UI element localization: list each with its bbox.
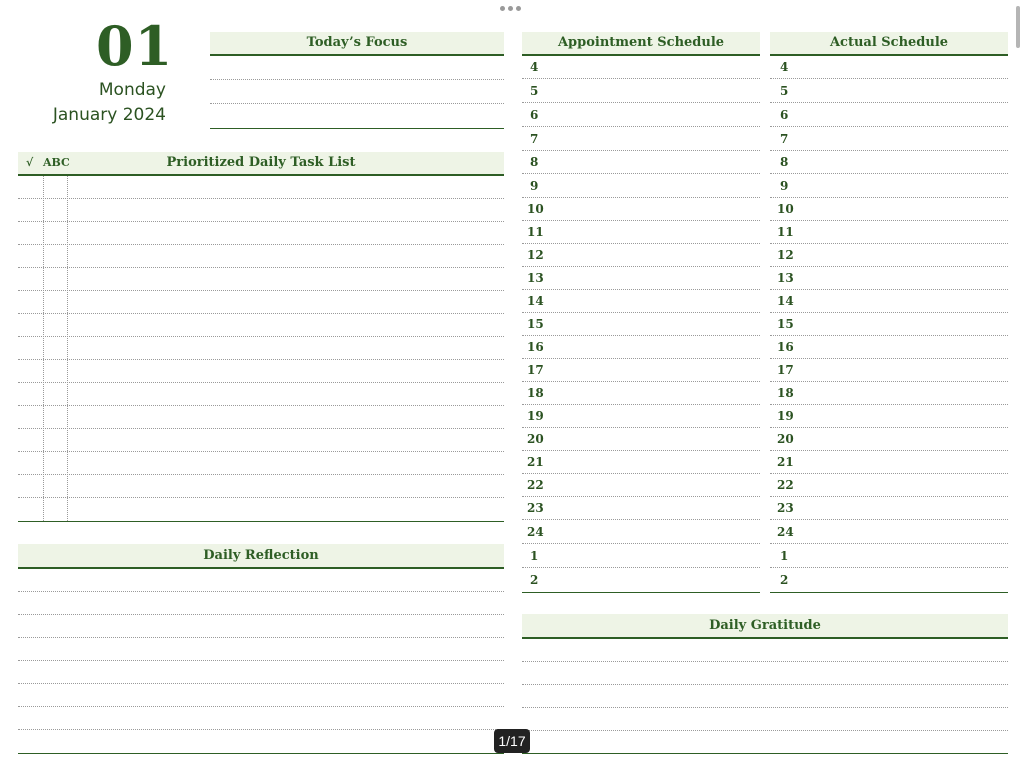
hour-label: 17 (777, 363, 794, 377)
hour-row[interactable] (522, 520, 760, 544)
hour-row[interactable] (770, 428, 1008, 451)
gratitude-line[interactable] (522, 708, 1008, 731)
hour-label: 2 (530, 573, 539, 587)
hour-label: 11 (527, 225, 544, 239)
daily-gratitude-header: Daily Gratitude (522, 614, 1008, 639)
hour-row[interactable] (770, 544, 1008, 568)
hour-row[interactable] (522, 359, 760, 382)
hour-label: 9 (530, 179, 539, 193)
hour-label: 18 (527, 386, 544, 400)
scrollbar[interactable] (1016, 6, 1020, 48)
task-line[interactable] (18, 383, 504, 406)
reflection-line[interactable] (18, 730, 504, 754)
task-line[interactable] (18, 268, 504, 291)
hour-label: 8 (530, 155, 539, 169)
hour-label: 6 (530, 108, 539, 122)
hour-label: 22 (777, 478, 794, 492)
hour-label: 5 (780, 84, 789, 98)
hour-label: 21 (527, 455, 544, 469)
hour-row[interactable] (522, 221, 760, 244)
hour-row[interactable] (770, 336, 1008, 359)
gratitude-line[interactable] (522, 731, 1008, 754)
hour-row[interactable] (770, 359, 1008, 382)
hour-row[interactable] (522, 497, 760, 520)
hour-row[interactable] (770, 267, 1008, 290)
page-indicator: 1/17 (494, 729, 530, 753)
hour-row[interactable] (770, 244, 1008, 267)
hour-row[interactable] (522, 382, 760, 405)
hour-row[interactable] (522, 336, 760, 359)
task-line[interactable] (18, 498, 504, 522)
reflection-line[interactable] (18, 707, 504, 730)
gratitude-line[interactable] (522, 639, 1008, 662)
task-line[interactable] (18, 291, 504, 314)
daily-reflection-header: Daily Reflection (18, 544, 504, 569)
hour-label: 24 (527, 525, 544, 539)
hour-row[interactable] (770, 313, 1008, 336)
hour-row[interactable] (770, 405, 1008, 428)
hour-row[interactable] (770, 127, 1008, 151)
hour-row[interactable] (770, 520, 1008, 544)
todays-focus-header: Today’s Focus (210, 32, 504, 56)
hour-label: 11 (777, 225, 794, 239)
task-line[interactable] (18, 452, 504, 475)
hour-label: 18 (777, 386, 794, 400)
hour-label: 4 (530, 60, 539, 74)
hour-row[interactable] (770, 198, 1008, 221)
hour-row[interactable] (770, 221, 1008, 244)
reflection-line[interactable] (18, 638, 504, 661)
reflection-line[interactable] (18, 684, 504, 707)
gratitude-line[interactable] (522, 662, 1008, 685)
hour-label: 23 (527, 501, 544, 515)
task-list-title: Prioritized Daily Task List (166, 155, 356, 170)
hour-label: 14 (527, 294, 544, 308)
hour-row[interactable] (770, 451, 1008, 474)
date-day: 01 (96, 14, 174, 78)
hour-label: 22 (527, 478, 544, 492)
hour-label: 17 (527, 363, 544, 377)
hour-label: 14 (777, 294, 794, 308)
hour-row[interactable] (522, 151, 760, 174)
hour-row[interactable] (522, 474, 760, 497)
reflection-line[interactable] (18, 569, 504, 592)
hour-label: 7 (530, 132, 539, 146)
hour-row[interactable] (522, 244, 760, 267)
task-line[interactable] (18, 245, 504, 268)
task-line[interactable] (18, 429, 504, 452)
abc-column-label: ABC (43, 156, 70, 169)
hour-label: 24 (777, 525, 794, 539)
hour-label: 2 (780, 573, 789, 587)
actual-schedule-header: Actual Schedule (770, 32, 1008, 56)
hour-label: 15 (777, 317, 794, 331)
gratitude-line[interactable] (522, 685, 1008, 708)
hour-row[interactable] (770, 290, 1008, 313)
hour-label: 7 (780, 132, 789, 146)
check-column-label: √ (26, 156, 34, 169)
hour-row[interactable] (770, 56, 1008, 79)
task-line[interactable] (18, 222, 504, 245)
hour-label: 12 (527, 248, 544, 262)
hour-label: 4 (780, 60, 789, 74)
task-line[interactable] (18, 199, 504, 222)
hour-label: 20 (527, 432, 544, 446)
hour-label: 19 (527, 409, 544, 423)
hour-row[interactable] (522, 56, 760, 79)
hour-row[interactable] (522, 313, 760, 336)
hour-label: 10 (777, 202, 794, 216)
hour-label: 21 (777, 455, 794, 469)
reflection-line[interactable] (18, 592, 504, 615)
hour-row[interactable] (770, 568, 1008, 593)
date-weekday: Monday (98, 80, 166, 100)
hour-label: 19 (777, 409, 794, 423)
hour-row[interactable] (522, 103, 760, 127)
focus-line[interactable] (210, 104, 504, 129)
hour-row[interactable] (522, 568, 760, 593)
hour-row[interactable] (522, 198, 760, 221)
focus-line[interactable] (210, 80, 504, 104)
hour-row[interactable] (522, 127, 760, 151)
hour-label: 16 (777, 340, 794, 354)
task-line[interactable] (18, 176, 504, 199)
hour-row[interactable] (522, 174, 760, 198)
hour-row[interactable] (522, 290, 760, 313)
hour-label: 13 (527, 271, 544, 285)
task-list-body[interactable] (18, 176, 504, 521)
task-list-header (18, 152, 504, 176)
task-line[interactable] (18, 314, 504, 337)
hour-label: 9 (780, 179, 789, 193)
reflection-line[interactable] (18, 615, 504, 638)
hour-label: 13 (777, 271, 794, 285)
hour-label: 1 (780, 549, 789, 563)
hour-row[interactable] (522, 428, 760, 451)
hour-row[interactable] (522, 544, 760, 568)
hour-row[interactable] (522, 451, 760, 474)
hour-row[interactable] (770, 151, 1008, 174)
task-line[interactable] (18, 337, 504, 360)
hour-label: 12 (777, 248, 794, 262)
hour-row[interactable] (522, 267, 760, 290)
hour-row[interactable] (522, 79, 760, 103)
hour-label: 23 (777, 501, 794, 515)
hour-label: 20 (777, 432, 794, 446)
hour-label: 16 (527, 340, 544, 354)
task-line[interactable] (18, 475, 504, 498)
hour-row[interactable] (770, 474, 1008, 497)
hour-row[interactable] (770, 174, 1008, 198)
task-line[interactable] (18, 360, 504, 383)
hour-label: 1 (530, 549, 539, 563)
hour-label: 8 (780, 155, 789, 169)
more-options-icon[interactable] (500, 6, 521, 11)
hour-label: 5 (530, 84, 539, 98)
task-line[interactable] (18, 406, 504, 429)
hour-row[interactable] (522, 405, 760, 428)
date-month-year: January 2024 (52, 105, 166, 125)
hour-row[interactable] (770, 382, 1008, 405)
hour-label: 10 (527, 202, 544, 216)
hour-label: 15 (527, 317, 544, 331)
reflection-line[interactable] (18, 661, 504, 684)
hour-row[interactable] (770, 103, 1008, 127)
focus-line[interactable] (210, 57, 504, 80)
appointment-schedule-header: Appointment Schedule (522, 32, 760, 56)
hour-label: 6 (780, 108, 789, 122)
hour-row[interactable] (770, 497, 1008, 520)
hour-row[interactable] (770, 79, 1008, 103)
